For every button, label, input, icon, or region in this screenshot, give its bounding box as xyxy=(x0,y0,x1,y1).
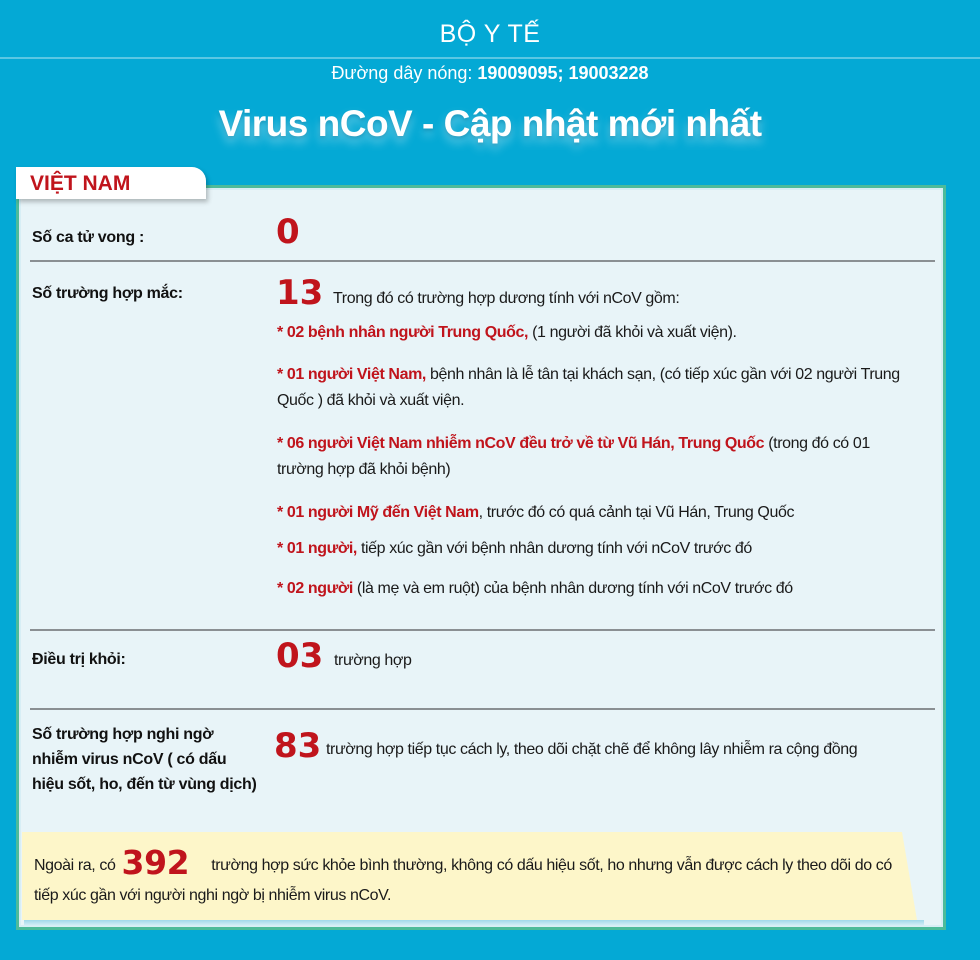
cases-value: 13 xyxy=(276,273,324,313)
divider xyxy=(30,629,935,631)
note-body: trường hợp sức khỏe bình thường, không có dấu hiệu sốt, ho nhưng vẫn được cách ly theo dõi do có tiếp xúc gần với người nghi ngờ bị nhiễm virus nCoV. xyxy=(34,857,892,904)
suspected-label xyxy=(32,722,257,797)
recovered-text: trường hợp xyxy=(334,652,412,669)
section-tab xyxy=(16,167,206,199)
case-item-text: bệnh nhân là lễ tân tại khách sạn, (có tiếp xúc gần với 02 người Trung Quốc ) đã khỏi và xuất viện. xyxy=(277,366,900,409)
cases-intro: Trong đó có trường hợp dương tính với nCoV gồm: xyxy=(333,290,680,307)
case-item xyxy=(277,576,917,602)
deaths-value: 0 xyxy=(276,212,300,252)
suspected-label-line: nhiễm virus nCoV ( có dấu xyxy=(32,751,227,768)
case-item-text: (là mẹ và em ruột) của bệnh nhân dương tính với nCoV trước đó xyxy=(352,580,793,597)
case-item xyxy=(277,500,917,526)
case-item-highlight: * 01 người Mỹ đến Việt Nam xyxy=(277,504,479,521)
case-item-highlight: * 06 người Việt Nam nhiễm nCoV đều trở về từ Vũ Hán, Trung Quốc xyxy=(277,435,765,452)
header-divider xyxy=(0,57,980,59)
case-item xyxy=(277,431,917,483)
ministry-name: BỘ Y TẾ xyxy=(439,20,541,48)
hotline-label: Đường dây nóng: xyxy=(331,63,478,83)
hotline-numbers: 19009095; 19003228 xyxy=(477,63,649,83)
hotline xyxy=(0,63,980,84)
deaths-label: Số ca tử vong : xyxy=(32,229,144,246)
case-item-text: , trước đó có quá cảnh tại Vũ Hán, Trung Quốc xyxy=(478,504,795,521)
case-item xyxy=(277,536,917,562)
suspected-value: 83 xyxy=(274,726,322,766)
case-item-text: (trong đó có 01 trường hợp đã khỏi bệnh) xyxy=(277,435,870,478)
suspected-text: trường hợp tiếp tục cách ly, theo dõi chặt chẽ để không lây nhiễm ra cộng đồng xyxy=(326,741,858,758)
case-item-highlight: * 02 người xyxy=(277,580,353,597)
section-tab-label: VIỆT NAM xyxy=(30,172,131,195)
divider xyxy=(30,708,935,710)
note-text xyxy=(34,843,904,911)
note-shadow xyxy=(24,920,924,926)
cases-label: Số trường hợp mắc: xyxy=(32,285,183,302)
recovered-label: Điều trị khỏi: xyxy=(32,651,126,668)
divider xyxy=(30,260,935,262)
note-value: 392 xyxy=(121,843,190,882)
suspected-label-line: Số trường hợp nghi ngờ xyxy=(32,726,214,743)
page-title: Virus nCoV - Cập nhật mới nhất xyxy=(218,103,762,144)
case-item-text: tiếp xúc gần với bệnh nhân dương tính với nCoV trước đó xyxy=(356,540,752,557)
case-item-highlight: * 02 bệnh nhân người Trung Quốc, xyxy=(277,324,529,341)
suspected-label-line: hiệu sốt, ho, đến từ vùng dịch) xyxy=(32,776,257,793)
case-item-highlight: * 01 người, xyxy=(277,540,357,557)
case-item-highlight: * 01 người Việt Nam, xyxy=(277,366,426,383)
note-prefix: Ngoài ra, có xyxy=(34,857,116,874)
case-item xyxy=(277,362,917,414)
case-item xyxy=(277,320,917,346)
case-item-text: (1 người đã khỏi và xuất viện). xyxy=(528,324,737,341)
recovered-value: 03 xyxy=(276,636,324,676)
